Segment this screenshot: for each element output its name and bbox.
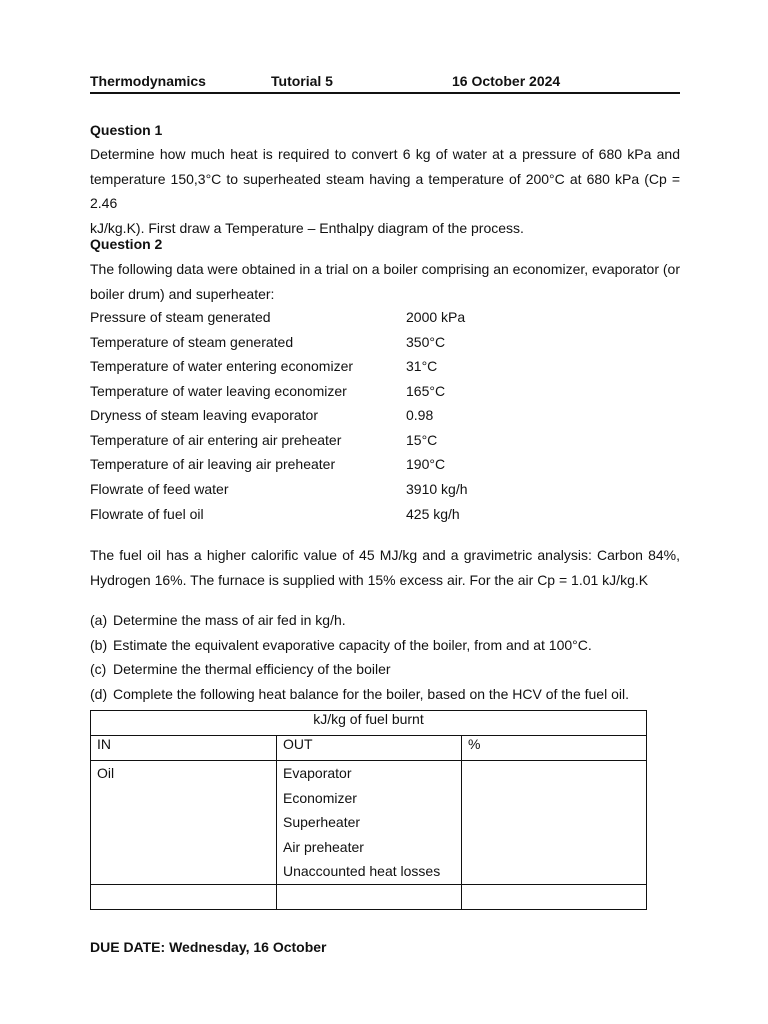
table-caption: kJ/kg of fuel burnt xyxy=(91,711,647,736)
out-item: Economizer xyxy=(283,789,357,806)
table-row xyxy=(91,761,647,885)
table-header-row xyxy=(91,736,647,761)
in-cell xyxy=(91,761,277,885)
question-2-title: Question 2 xyxy=(90,236,163,252)
item-marker: (a) xyxy=(90,612,108,628)
text-line: Determine how much heat is required to convert 6 kg of water at a pressure of 680 kPa and xyxy=(90,146,680,162)
question-item-d xyxy=(90,686,629,702)
question-1-title: Question 1 xyxy=(90,122,163,138)
data-value: 0.98 xyxy=(406,407,434,423)
item-marker: (b) xyxy=(90,637,108,653)
text-line: temperature 150,3°C to superheated steam having a temperature of 200°C at 680 kPa (Cp = 2.46 xyxy=(90,170,680,211)
data-value: 165°C xyxy=(406,383,446,399)
item-text: Complete the following heat balance for the boiler, based on the HCV of the fuel oil. xyxy=(113,686,629,702)
out-item: Superheater xyxy=(283,814,361,830)
data-row xyxy=(90,456,680,480)
header-out: OUT xyxy=(277,736,462,761)
data-value: 15°C xyxy=(406,432,438,448)
question-item-a xyxy=(90,612,346,628)
course-title: Thermodynamics xyxy=(90,73,206,89)
data-value: 31°C xyxy=(406,358,438,374)
data-label: Temperature of water leaving economizer xyxy=(90,383,347,399)
out-item: Evaporator xyxy=(283,765,352,781)
text-line: The following data were obtained in a trial on a boiler comprising an economizer, evaporator (or xyxy=(90,261,680,277)
fuel-description xyxy=(90,543,680,592)
text-line: kJ/kg.K). First draw a Temperature – Enthalpy diagram of the process. xyxy=(90,219,524,236)
data-label: Temperature of air leaving air preheater xyxy=(90,456,336,472)
data-label: Pressure of steam generated xyxy=(90,309,271,325)
item-marker: (c) xyxy=(90,661,107,677)
data-value: 190°C xyxy=(406,456,446,472)
out-cell xyxy=(277,761,462,885)
header-percent: % xyxy=(462,736,647,761)
question-2-intro xyxy=(90,257,680,306)
data-value: 3910 kg/h xyxy=(406,481,468,497)
total-out-cell xyxy=(277,884,462,909)
data-row xyxy=(90,432,680,456)
tutorial-number: Tutorial 5 xyxy=(271,73,333,89)
data-label: Dryness of steam leaving evaporator xyxy=(90,407,318,423)
in-item: Oil xyxy=(97,765,115,781)
total-in-cell xyxy=(91,884,277,909)
heat-balance-table xyxy=(90,710,647,910)
data-label: Temperature of steam generated xyxy=(90,334,294,350)
out-item: Unaccounted heat losses xyxy=(283,863,441,879)
data-row xyxy=(90,309,680,333)
data-label: Temperature of air entering air preheater xyxy=(90,432,342,448)
item-text: Determine the thermal efficiency of the boiler xyxy=(113,661,391,677)
data-value: 425 kg/h xyxy=(406,506,460,522)
text-line: The fuel oil has a higher calorific value of 45 MJ/kg and a gravimetric analysis: Carbon 84%, xyxy=(90,547,680,563)
item-marker: (d) xyxy=(90,686,108,702)
question-item-b xyxy=(90,637,592,653)
header-date: 16 October 2024 xyxy=(452,73,561,89)
due-date: DUE DATE: Wednesday, 16 October xyxy=(90,939,327,955)
page-header xyxy=(90,72,680,94)
table-total-row xyxy=(91,884,647,909)
question-1-text xyxy=(90,142,680,240)
data-label: Flowrate of fuel oil xyxy=(90,506,204,522)
data-row xyxy=(90,506,680,530)
data-row xyxy=(90,334,680,358)
text-line: Hydrogen 16%. The furnace is supplied with 15% excess air. For the air Cp = 1.01 kJ/kg.K xyxy=(90,571,649,588)
data-label: Temperature of water entering economizer xyxy=(90,358,354,374)
data-row xyxy=(90,407,680,431)
text-line: boiler drum) and superheater: xyxy=(90,285,275,302)
data-row xyxy=(90,358,680,382)
data-row xyxy=(90,481,680,505)
question-item-c xyxy=(90,661,391,677)
total-percent-cell xyxy=(462,884,647,909)
data-value: 350°C xyxy=(406,334,446,350)
item-text: Determine the mass of air fed in kg/h. xyxy=(113,612,346,628)
data-value: 2000 kPa xyxy=(406,309,466,325)
data-row xyxy=(90,383,680,407)
out-item: Air preheater xyxy=(283,838,364,855)
header-in: IN xyxy=(91,736,277,761)
percent-cell xyxy=(462,761,647,885)
data-label: Flowrate of feed water xyxy=(90,481,229,497)
item-text: Estimate the equivalent evaporative capacity of the boiler, from and at 100°C. xyxy=(113,637,592,653)
